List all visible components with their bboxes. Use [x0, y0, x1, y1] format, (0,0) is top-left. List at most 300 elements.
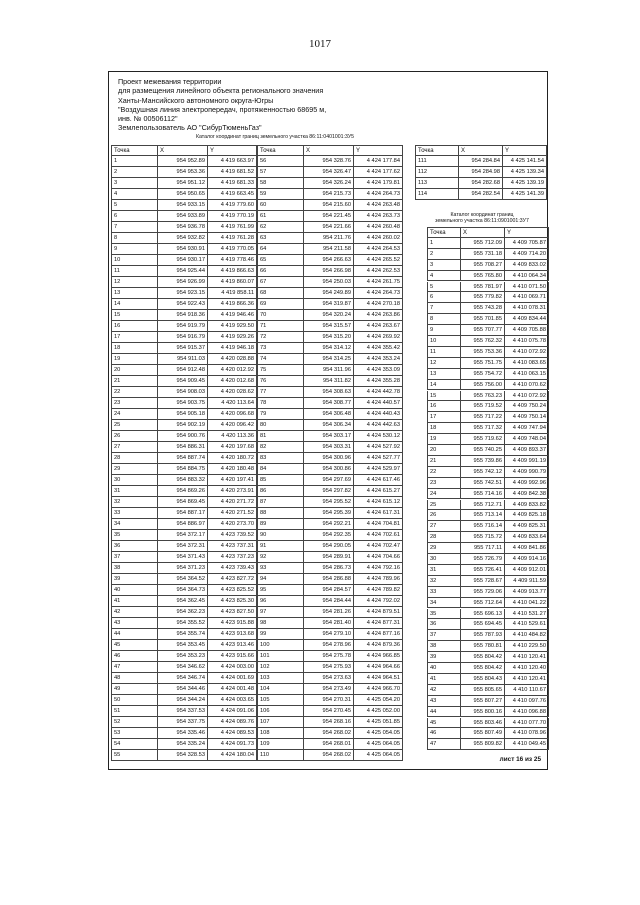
- y-coordinate-cell: 4 410 063.15: [504, 369, 549, 380]
- x-coordinate-cell: 954 902.19: [157, 420, 207, 431]
- header-line: "Воздушная линия электропередач, протяженностью 68695 м,: [118, 104, 327, 114]
- point-cell: 68: [257, 288, 303, 299]
- x-coordinate-cell: 954 918.36: [157, 310, 207, 321]
- x-coordinate-cell: 954 362.45: [157, 596, 207, 607]
- y-coordinate-cell: 4 423 827.72: [207, 574, 257, 585]
- y-coordinate-cell: 4 419 866.63: [207, 266, 257, 277]
- x-coordinate-cell: 955 740.25: [460, 445, 504, 456]
- point-cell: 22: [427, 467, 460, 478]
- x-coordinate-cell: 954 215.60: [303, 200, 353, 211]
- y-coordinate-cell: 4 425 051.85: [353, 717, 403, 728]
- y-coordinate-cell: 4 420 197.41: [207, 475, 257, 486]
- x-coordinate-cell: 954 290.05: [303, 541, 353, 552]
- y-coordinate-cell: 4 410 077.70: [504, 718, 549, 729]
- y-coordinate-cell: 4 420 273.70: [207, 519, 257, 530]
- point-cell: 30: [427, 554, 460, 565]
- y-coordinate-cell: 4 410 049.45: [504, 739, 549, 750]
- point-cell: 15: [427, 391, 460, 402]
- y-coordinate-cell: 4 420 180.48: [207, 464, 257, 475]
- y-coordinate-cell: 4 424 617.31: [353, 508, 403, 519]
- x-coordinate-cell: 955 716.14: [460, 521, 504, 532]
- point-cell: 6: [111, 211, 157, 222]
- y-coordinate-cell: 4 409 833.64: [504, 532, 549, 543]
- y-coordinate-cell: 4 424 442.78: [353, 387, 403, 398]
- y-coordinate-cell: 4 424 877.16: [353, 629, 403, 640]
- point-cell: 79: [257, 409, 303, 420]
- x-coordinate-cell: 954 221.45: [303, 211, 353, 222]
- point-cell: 104: [257, 684, 303, 695]
- point-cell: 67: [257, 277, 303, 288]
- point-cell: 19: [427, 434, 460, 445]
- point-cell: 74: [257, 354, 303, 365]
- header-line: для размещения линейного объекта регионального значения: [118, 86, 324, 96]
- x-coordinate-cell: 954 326.24: [303, 178, 353, 189]
- x-coordinate-cell: 954 308.63: [303, 387, 353, 398]
- point-cell: 8: [111, 233, 157, 244]
- y-coordinate-cell: 4 424 702.61: [353, 530, 403, 541]
- y-coordinate-cell: 4 424 615.27: [353, 486, 403, 497]
- y-coordinate-cell: 4 419 663.45: [207, 189, 257, 200]
- y-coordinate-cell: 4 424 702.47: [353, 541, 403, 552]
- point-cell: 24: [427, 489, 460, 500]
- y-coordinate-cell: 4 424 704.66: [353, 552, 403, 563]
- point-cell: 51: [111, 706, 157, 717]
- x-coordinate-cell: 954 886.97: [157, 519, 207, 530]
- y-coordinate-cell: 4 420 197.68: [207, 442, 257, 453]
- point-cell: 20: [427, 445, 460, 456]
- y-coordinate-cell: 4 409 893.37: [504, 445, 549, 456]
- x-coordinate-cell: 954 268.02: [303, 750, 353, 761]
- x-coordinate-cell: 954 887.74: [157, 453, 207, 464]
- point-cell: 52: [111, 717, 157, 728]
- x-coordinate-cell: 954 319.87: [303, 299, 353, 310]
- point-cell: 100: [257, 640, 303, 651]
- y-coordinate-cell: 4 424 353.09: [353, 365, 403, 376]
- y-coordinate-cell: 4 420 028.62: [207, 387, 257, 398]
- y-coordinate-cell: 4 424 264.53: [353, 244, 403, 255]
- x-coordinate-cell: 955 787.93: [460, 630, 504, 641]
- x-coordinate-cell: 954 270.45: [303, 706, 353, 717]
- x-coordinate-cell: 955 707.77: [460, 325, 504, 336]
- y-coordinate-cell: 4 424 789.82: [353, 585, 403, 596]
- point-cell: 13: [427, 369, 460, 380]
- point-cell: 77: [257, 387, 303, 398]
- point-cell: 48: [111, 673, 157, 684]
- y-coordinate-cell: 4 409 825.31: [504, 521, 549, 532]
- x-coordinate-cell: 955 742.12: [460, 467, 504, 478]
- y-coordinate-cell: 4 419 858.11: [207, 288, 257, 299]
- x-coordinate-cell: 955 726.79: [460, 554, 504, 565]
- point-cell: 69: [257, 299, 303, 310]
- y-coordinate-cell: 4 409 747.94: [504, 423, 549, 434]
- x-coordinate-cell: 954 886.31: [157, 442, 207, 453]
- point-cell: 10: [111, 255, 157, 266]
- point-cell: 18: [427, 423, 460, 434]
- y-coordinate-cell: 4 424 530.12: [353, 431, 403, 442]
- y-coordinate-cell: 4 419 681.33: [207, 178, 257, 189]
- point-cell: 4: [111, 189, 157, 200]
- x-coordinate-cell: 955 780.81: [460, 641, 504, 652]
- x-coordinate-cell: 954 346.74: [157, 673, 207, 684]
- column-header: Точка: [257, 145, 303, 156]
- y-coordinate-cell: 4 423 915.66: [207, 651, 257, 662]
- x-coordinate-cell: 954 344.46: [157, 684, 207, 695]
- x-coordinate-cell: 955 754.72: [460, 369, 504, 380]
- x-coordinate-cell: 955 726.41: [460, 565, 504, 576]
- x-coordinate-cell: 954 311.82: [303, 376, 353, 387]
- y-coordinate-cell: 4 419 770.05: [207, 244, 257, 255]
- y-coordinate-cell: 4 419 663.97: [207, 156, 257, 167]
- y-coordinate-cell: 4 423 825.30: [207, 596, 257, 607]
- x-coordinate-cell: 954 315.57: [303, 321, 353, 332]
- column-header: Точка: [427, 227, 460, 238]
- y-coordinate-cell: 4 424 615.12: [353, 497, 403, 508]
- y-coordinate-cell: 4 420 180.72: [207, 453, 257, 464]
- point-cell: 34: [427, 598, 460, 609]
- x-coordinate-cell: 954 284.44: [303, 596, 353, 607]
- x-coordinate-cell: 954 315.20: [303, 332, 353, 343]
- point-cell: 25: [111, 420, 157, 431]
- point-cell: 64: [257, 244, 303, 255]
- document-header: [118, 77, 448, 133]
- x-coordinate-cell: 955 708.27: [460, 260, 504, 271]
- x-coordinate-cell: 954 282.54: [458, 189, 502, 200]
- point-cell: 37: [111, 552, 157, 563]
- point-cell: 41: [111, 596, 157, 607]
- point-cell: 43: [111, 618, 157, 629]
- y-coordinate-cell: 4 424 792.02: [353, 596, 403, 607]
- y-coordinate-cell: 4 409 748.04: [504, 434, 549, 445]
- y-coordinate-cell: 4 424 355.28: [353, 376, 403, 387]
- point-cell: 23: [111, 398, 157, 409]
- y-coordinate-cell: 4 419 761.28: [207, 233, 257, 244]
- point-cell: 80: [257, 420, 303, 431]
- point-cell: 106: [257, 706, 303, 717]
- x-coordinate-cell: 954 297.82: [303, 486, 353, 497]
- x-coordinate-cell: 954 353.45: [157, 640, 207, 651]
- x-coordinate-cell: 954 292.35: [303, 530, 353, 541]
- y-coordinate-cell: 4 419 770.19: [207, 211, 257, 222]
- x-coordinate-cell: 954 364.73: [157, 585, 207, 596]
- y-coordinate-cell: 4 419 929.50: [207, 321, 257, 332]
- x-coordinate-cell: 954 887.17: [157, 508, 207, 519]
- y-coordinate-cell: 4 425 064.05: [353, 739, 403, 750]
- y-coordinate-cell: 4 410 069.71: [504, 292, 549, 303]
- point-cell: 101: [257, 651, 303, 662]
- x-coordinate-cell: 955 743.28: [460, 303, 504, 314]
- x-coordinate-cell: 954 932.82: [157, 233, 207, 244]
- x-coordinate-cell: 954 292.21: [303, 519, 353, 530]
- y-coordinate-cell: 4 409 914.16: [504, 554, 549, 565]
- y-coordinate-cell: 4 420 096.42: [207, 420, 257, 431]
- point-cell: 108: [257, 728, 303, 739]
- point-cell: 39: [427, 652, 460, 663]
- x-coordinate-cell: 954 903.75: [157, 398, 207, 409]
- point-cell: 29: [427, 543, 460, 554]
- column-header: Y: [502, 145, 547, 156]
- y-coordinate-cell: 4 425 064.05: [353, 750, 403, 761]
- point-cell: 12: [111, 277, 157, 288]
- x-coordinate-cell: 954 303.31: [303, 442, 353, 453]
- y-coordinate-cell: 4 419 946.18: [207, 343, 257, 354]
- point-cell: 9: [427, 325, 460, 336]
- x-coordinate-cell: 954 909.45: [157, 376, 207, 387]
- x-coordinate-cell: 954 915.37: [157, 343, 207, 354]
- y-coordinate-cell: 4 410 097.76: [504, 696, 549, 707]
- y-coordinate-cell: 4 410 120.40: [504, 663, 549, 674]
- point-cell: 87: [257, 497, 303, 508]
- x-coordinate-cell: 954 353.23: [157, 651, 207, 662]
- point-cell: 14: [427, 380, 460, 391]
- point-cell: 97: [257, 607, 303, 618]
- y-coordinate-cell: 4 425 054.20: [353, 695, 403, 706]
- x-coordinate-cell: 954 281.40: [303, 618, 353, 629]
- x-coordinate-cell: 955 807.49: [460, 728, 504, 739]
- point-cell: 95: [257, 585, 303, 596]
- point-cell: 2: [111, 167, 157, 178]
- point-cell: 1: [111, 156, 157, 167]
- point-cell: 11: [427, 347, 460, 358]
- x-coordinate-cell: 955 714.16: [460, 489, 504, 500]
- point-cell: 73: [257, 343, 303, 354]
- point-cell: 16: [427, 401, 460, 412]
- point-cell: 30: [111, 475, 157, 486]
- point-cell: 45: [111, 640, 157, 651]
- y-coordinate-cell: 4 420 273.91: [207, 486, 257, 497]
- y-coordinate-cell: 4 424 966.85: [353, 651, 403, 662]
- column-header: X: [460, 227, 504, 238]
- point-cell: 76: [257, 376, 303, 387]
- point-cell: 88: [257, 508, 303, 519]
- y-coordinate-cell: 4 410 529.61: [504, 619, 549, 630]
- y-coordinate-cell: 4 424 527.77: [353, 453, 403, 464]
- y-coordinate-cell: 4 423 739.52: [207, 530, 257, 541]
- y-coordinate-cell: 4 410 110.67: [504, 685, 549, 696]
- y-coordinate-cell: 4 425 141.39: [502, 189, 547, 200]
- point-cell: 28: [427, 532, 460, 543]
- y-coordinate-cell: 4 424 263.73: [353, 211, 403, 222]
- x-coordinate-cell: 954 952.89: [157, 156, 207, 167]
- y-coordinate-cell: 4 424 440.43: [353, 409, 403, 420]
- point-cell: 37: [427, 630, 460, 641]
- y-coordinate-cell: 4 420 113.36: [207, 431, 257, 442]
- y-coordinate-cell: 4 424 263.48: [353, 200, 403, 211]
- point-cell: 3: [427, 260, 460, 271]
- x-coordinate-cell: 954 281.26: [303, 607, 353, 618]
- point-cell: 53: [111, 728, 157, 739]
- point-cell: 90: [257, 530, 303, 541]
- x-coordinate-cell: 954 273.63: [303, 673, 353, 684]
- point-cell: 19: [111, 354, 157, 365]
- point-cell: 5: [427, 282, 460, 293]
- catalog-4-title-line-1: Каталог координат границ: [450, 212, 514, 218]
- y-coordinate-cell: 4 419 860.07: [207, 277, 257, 288]
- y-coordinate-cell: 4 410 531.27: [504, 609, 549, 620]
- x-coordinate-cell: 954 273.49: [303, 684, 353, 695]
- point-cell: 102: [257, 662, 303, 673]
- point-cell: 24: [111, 409, 157, 420]
- y-coordinate-cell: 4 410 096.88: [504, 707, 549, 718]
- y-coordinate-cell: 4 419 779.60: [207, 200, 257, 211]
- y-coordinate-cell: 4 424 003.00: [207, 662, 257, 673]
- x-coordinate-cell: 954 355.74: [157, 629, 207, 640]
- y-coordinate-cell: 4 410 078.31: [504, 303, 549, 314]
- y-coordinate-cell: 4 425 139.34: [502, 167, 547, 178]
- x-coordinate-cell: 955 717.22: [460, 412, 504, 423]
- x-coordinate-cell: 955 809.82: [460, 739, 504, 750]
- x-coordinate-cell: 954 930.17: [157, 255, 207, 266]
- x-coordinate-cell: 954 372.31: [157, 541, 207, 552]
- y-coordinate-cell: 4 424 177.62: [353, 167, 403, 178]
- x-coordinate-cell: 954 328.53: [157, 750, 207, 761]
- x-coordinate-cell: 954 221.66: [303, 222, 353, 233]
- x-coordinate-cell: 954 883.32: [157, 475, 207, 486]
- point-cell: 18: [111, 343, 157, 354]
- x-coordinate-cell: 954 344.24: [157, 695, 207, 706]
- y-coordinate-cell: 4 425 139.19: [502, 178, 547, 189]
- column-header: X: [458, 145, 502, 156]
- x-coordinate-cell: 955 800.16: [460, 707, 504, 718]
- point-cell: 83: [257, 453, 303, 464]
- y-coordinate-cell: 4 424 089.53: [207, 728, 257, 739]
- x-coordinate-cell: 955 729.06: [460, 587, 504, 598]
- x-coordinate-cell: 954 950.65: [157, 189, 207, 200]
- point-cell: 72: [257, 332, 303, 343]
- y-coordinate-cell: 4 420 028.88: [207, 354, 257, 365]
- column-header: Точка: [111, 145, 157, 156]
- point-cell: 14: [111, 299, 157, 310]
- point-cell: 13: [111, 288, 157, 299]
- point-cell: 103: [257, 673, 303, 684]
- x-coordinate-cell: 954 884.75: [157, 464, 207, 475]
- point-cell: 31: [111, 486, 157, 497]
- y-coordinate-cell: 4 409 913.77: [504, 587, 549, 598]
- x-coordinate-cell: 954 916.79: [157, 332, 207, 343]
- point-cell: 4: [427, 271, 460, 282]
- x-coordinate-cell: 955 803.46: [460, 718, 504, 729]
- y-coordinate-cell: 4 419 929.26: [207, 332, 257, 343]
- x-coordinate-cell: 955 781.97: [460, 282, 504, 293]
- y-coordinate-cell: 4 424 792.16: [353, 563, 403, 574]
- y-coordinate-cell: 4 424 001.48: [207, 684, 257, 695]
- x-coordinate-cell: 954 284.84: [458, 156, 502, 167]
- x-coordinate-cell: 954 286.88: [303, 574, 353, 585]
- y-coordinate-cell: 4 419 778.46: [207, 255, 257, 266]
- page-number: 1017: [309, 38, 331, 50]
- x-coordinate-cell: 955 763.23: [460, 391, 504, 402]
- y-coordinate-cell: 4 410 070.62: [504, 380, 549, 391]
- point-cell: 20: [111, 365, 157, 376]
- y-coordinate-cell: 4 410 229.50: [504, 641, 549, 652]
- header-line: Ханты-Мансийского автономного округа-Югры: [118, 95, 274, 105]
- y-coordinate-cell: 4 424 355.42: [353, 343, 403, 354]
- x-coordinate-cell: 954 314.12: [303, 343, 353, 354]
- point-cell: 33: [427, 587, 460, 598]
- y-coordinate-cell: 4 424 180.04: [207, 750, 257, 761]
- point-cell: 54: [111, 739, 157, 750]
- point-cell: 112: [415, 167, 458, 178]
- point-cell: 28: [111, 453, 157, 464]
- x-coordinate-cell: 955 694.45: [460, 619, 504, 630]
- x-coordinate-cell: 955 715.72: [460, 532, 504, 543]
- point-cell: 65: [257, 255, 303, 266]
- x-coordinate-cell: 954 320.24: [303, 310, 353, 321]
- point-cell: 32: [111, 497, 157, 508]
- point-cell: 17: [111, 332, 157, 343]
- x-coordinate-cell: 955 717.11: [460, 543, 504, 554]
- point-cell: 98: [257, 618, 303, 629]
- y-coordinate-cell: 4 424 264.73: [353, 288, 403, 299]
- point-cell: 60: [257, 200, 303, 211]
- x-coordinate-cell: 955 765.80: [460, 271, 504, 282]
- y-coordinate-cell: 4 409 991.19: [504, 456, 549, 467]
- point-cell: 8: [427, 314, 460, 325]
- x-coordinate-cell: 954 297.69: [303, 475, 353, 486]
- header-line: инв. № 00506112": [118, 114, 178, 124]
- y-coordinate-cell: 4 410 041.22: [504, 598, 549, 609]
- point-cell: 38: [111, 563, 157, 574]
- point-cell: 16: [111, 321, 157, 332]
- point-cell: 63: [257, 233, 303, 244]
- point-cell: 91: [257, 541, 303, 552]
- x-coordinate-cell: 954 266.63: [303, 255, 353, 266]
- point-cell: 50: [111, 695, 157, 706]
- x-coordinate-cell: 954 295.39: [303, 508, 353, 519]
- y-coordinate-cell: 4 410 078.96: [504, 728, 549, 739]
- point-cell: 107: [257, 717, 303, 728]
- y-coordinate-cell: 4 409 990.79: [504, 467, 549, 478]
- x-coordinate-cell: 955 762.32: [460, 336, 504, 347]
- point-cell: 36: [111, 541, 157, 552]
- x-coordinate-cell: 954 364.52: [157, 574, 207, 585]
- point-cell: 33: [111, 508, 157, 519]
- y-coordinate-cell: 4 424 440.57: [353, 398, 403, 409]
- x-coordinate-cell: 954 930.91: [157, 244, 207, 255]
- x-coordinate-cell: 954 926.99: [157, 277, 207, 288]
- y-coordinate-cell: 4 423 737.31: [207, 541, 257, 552]
- x-coordinate-cell: 954 286.73: [303, 563, 353, 574]
- y-coordinate-cell: 4 410 120.41: [504, 674, 549, 685]
- y-coordinate-cell: 4 424 177.84: [353, 156, 403, 167]
- x-coordinate-cell: 954 268.02: [303, 728, 353, 739]
- point-cell: 71: [257, 321, 303, 332]
- x-coordinate-cell: 954 925.44: [157, 266, 207, 277]
- point-cell: 62: [257, 222, 303, 233]
- point-cell: 45: [427, 718, 460, 729]
- point-cell: 34: [111, 519, 157, 530]
- y-coordinate-cell: 4 425 054.05: [353, 728, 403, 739]
- y-coordinate-cell: 4 424 527.92: [353, 442, 403, 453]
- point-cell: 92: [257, 552, 303, 563]
- y-coordinate-cell: 4 424 261.75: [353, 277, 403, 288]
- y-coordinate-cell: 4 419 866.36: [207, 299, 257, 310]
- x-coordinate-cell: 954 869.45: [157, 497, 207, 508]
- point-cell: 25: [427, 500, 460, 511]
- x-coordinate-cell: 954 311.96: [303, 365, 353, 376]
- column-header: Точка: [415, 145, 458, 156]
- point-cell: 3: [111, 178, 157, 189]
- point-cell: 56: [257, 156, 303, 167]
- x-coordinate-cell: 955 739.86: [460, 456, 504, 467]
- point-cell: 35: [427, 609, 460, 620]
- x-coordinate-cell: 955 804.43: [460, 674, 504, 685]
- x-coordinate-cell: 954 355.52: [157, 618, 207, 629]
- x-coordinate-cell: 954 905.18: [157, 409, 207, 420]
- point-cell: 47: [427, 739, 460, 750]
- y-coordinate-cell: 4 409 825.18: [504, 510, 549, 521]
- point-cell: 78: [257, 398, 303, 409]
- catalog-4-title-line-2: земельного участка 86:11:0901001:3У7: [435, 218, 529, 224]
